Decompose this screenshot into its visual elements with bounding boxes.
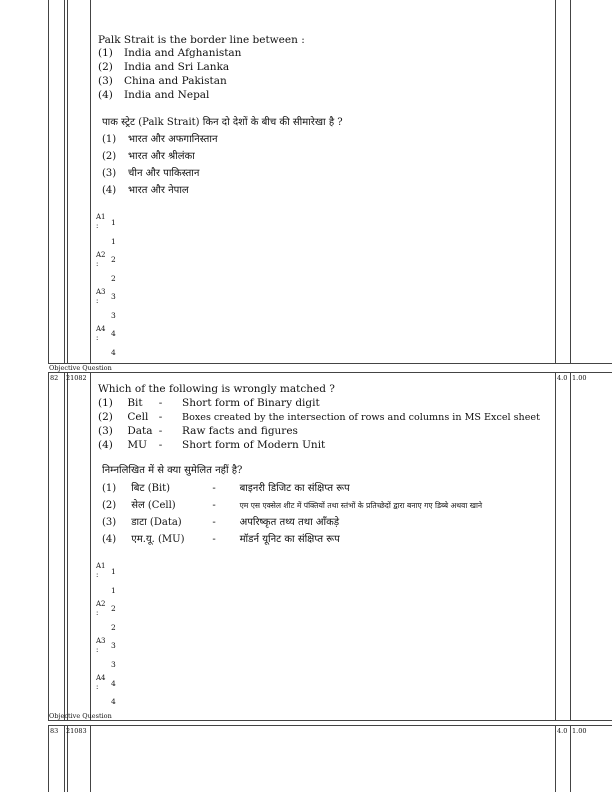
question-id: 21083 [66,727,87,735]
option-item [98,424,298,438]
option-text: Short form of Binary digit [182,397,320,409]
option-text: China and Pakistan [124,75,227,87]
grid-line [48,363,612,364]
answer-text: 2 [111,623,116,632]
grid-line [570,725,571,792]
grid-line [90,0,91,363]
grid-line [67,725,68,792]
option-term: बिट (Bit) [131,483,171,494]
grid-line [570,0,571,363]
option-text: Raw facts and figures [182,425,298,437]
option-item [98,46,241,60]
option-text: भारत और नेपाल [128,185,189,196]
option-text: बाइनरी डिजिट का संक्षिप्त रूप [239,483,350,494]
option-item [98,88,209,102]
option-dash: - [212,500,216,511]
option-number: (3) [98,425,113,437]
option-item [102,165,199,182]
option-item [102,148,195,165]
option-number: (1) [98,397,113,409]
answer-label: A4 [96,325,106,333]
option-term: Cell [127,411,149,423]
option-dash: - [212,534,216,545]
option-text: India and Afghanistan [124,47,242,59]
option-term: डाटा (Data) [131,517,182,528]
option-term: एम.यू. (MU) [131,534,185,545]
option-dash: - [158,411,163,423]
negative-marks: 1.00 [572,727,587,735]
grid-line [90,372,91,720]
option-term: Bit [127,397,143,409]
option-item [102,514,339,531]
marks-value: 4.0 [557,374,568,382]
option-number: (4) [98,89,113,101]
option-text: India and Sri Lanka [124,61,230,73]
option-term: सेल (Cell) [131,500,176,511]
option-dash: - [212,483,216,494]
option-item [102,480,350,497]
answer-text: 3 [111,311,116,320]
grid-line [90,725,91,792]
answer-colon: : [96,334,99,342]
option-number: (1) [98,47,113,59]
option-number: (3) [102,168,117,179]
option-number: (3) [102,517,117,528]
answer-text: 4 [111,348,116,357]
answer-value: 4 [111,679,116,688]
option-text: Short form of Modern Unit [182,439,326,451]
question-serial: 83 [50,727,59,735]
option-number: (2) [102,151,117,162]
answer-colon: : [96,683,99,691]
option-number: (2) [102,500,117,511]
option-text: एम एस एक्सेल शीट में पंक्तियों तथा स्तंभों के प्रतिच्छेदों द्वारा बनाए गए डिब्बे अथवा खाने [239,501,483,510]
answer-label: A1 [96,562,106,570]
grid-line [555,372,556,720]
answer-text: 3 [111,660,116,669]
option-number: (4) [102,534,117,545]
option-item [98,438,325,452]
grid-line [48,0,49,363]
grid-line [555,0,556,363]
option-item [102,131,218,148]
option-item [98,410,540,425]
question-text-hi: पाक स्ट्रेट (Palk Strait) किन दो देशों के बीच की सीमारेखा है ? [102,117,343,128]
option-text: India and Nepal [124,89,210,101]
grid-line [570,372,571,720]
option-term: MU [127,439,147,451]
option-dash: - [212,517,216,528]
grid-line [64,372,65,720]
question-text-hi: निम्नलिखित में से क्या सुमेलित नहीं है? [102,465,243,476]
answer-label: A2 [96,251,106,259]
answer-value: 2 [111,604,116,613]
question-text-en: Which of the following is wrongly matched ? [98,383,335,395]
answer-colon: : [96,609,99,617]
answer-label: A3 [96,288,106,296]
answer-colon: : [96,571,99,579]
grid-line [48,725,49,792]
option-dash: - [158,439,163,451]
option-number: (2) [98,411,113,423]
option-dash: - [158,425,163,437]
option-number: (1) [102,483,117,494]
answer-text: 2 [111,274,116,283]
option-item [102,182,189,199]
answer-colon: : [96,222,99,230]
option-text: मॉडर्न यूनिट का संक्षिप्त रूप [239,534,340,545]
answer-label: A4 [96,674,106,682]
answer-colon: : [96,646,99,654]
grid-line [67,0,68,363]
option-item [102,497,482,514]
grid-line [48,725,612,726]
option-item [98,60,229,74]
question-id: 21082 [66,374,87,382]
grid-line [555,725,556,792]
answer-colon: : [96,260,99,268]
option-number: (4) [102,185,117,196]
answer-colon: : [96,297,99,305]
grid-line [64,0,65,363]
option-number: (2) [98,61,113,73]
answer-value: 2 [111,255,116,264]
answer-value: 1 [111,218,116,227]
negative-marks: 1.00 [572,374,587,382]
grid-line [67,372,68,720]
option-text: भारत और अफगानिस्तान [128,134,218,145]
answer-value: 3 [111,641,116,650]
answer-label: A2 [96,600,106,608]
option-text: भारत और श्रीलंका [128,151,195,162]
option-dash: - [158,397,163,409]
grid-line [64,725,65,792]
question-text-en: Palk Strait is the border line between : [98,34,305,46]
option-item [102,531,340,548]
grid-line [48,720,612,721]
grid-line [48,372,612,373]
answer-label: A1 [96,213,106,221]
answer-text: 1 [111,237,116,246]
section-label: Objective Question [49,712,112,720]
answer-value: 4 [111,329,116,338]
grid-line [48,372,49,720]
option-item [98,396,320,410]
answer-label: A3 [96,637,106,645]
option-text: अपरिष्कृत तथ्य तथा आँकड़े [239,517,340,528]
option-number: (4) [98,439,113,451]
option-item [98,74,227,88]
question-serial: 82 [50,374,59,382]
marks-value: 4.0 [557,727,568,735]
section-label: Objective Question [49,364,112,372]
option-number: (3) [98,75,113,87]
option-text: चीन और पाकिस्तान [128,168,200,179]
answer-text: 1 [111,586,116,595]
option-term: Data [127,425,153,437]
answer-value: 3 [111,292,116,301]
answer-value: 1 [111,567,116,576]
answer-text: 4 [111,697,116,706]
option-number: (1) [102,134,117,145]
option-text: Boxes created by the intersection of rows and columns in MS Excel sheet [182,412,540,423]
